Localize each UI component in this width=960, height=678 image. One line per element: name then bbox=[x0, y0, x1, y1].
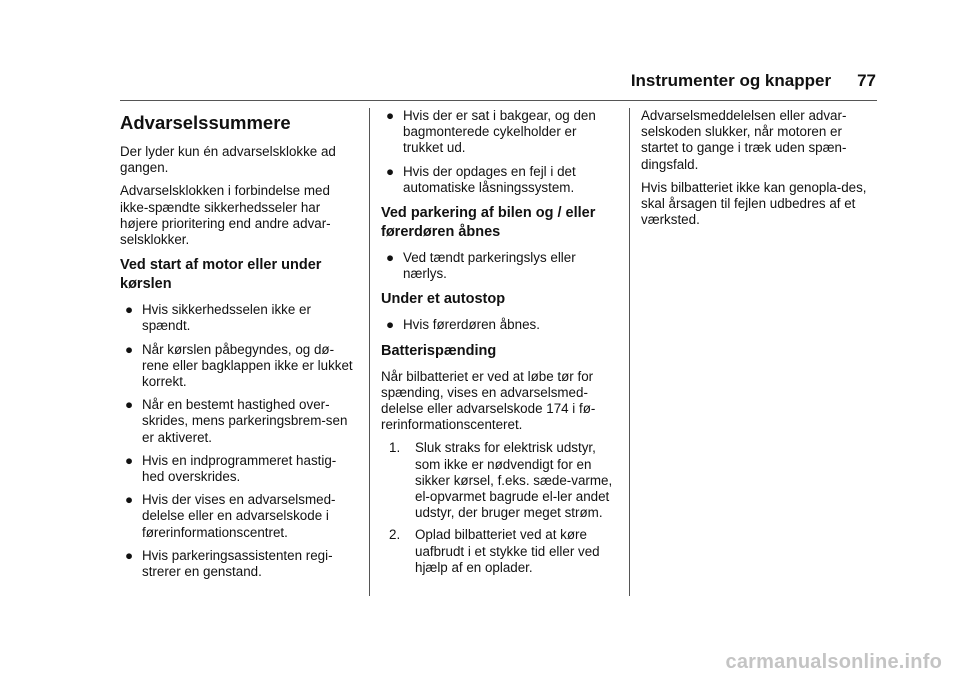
bullet-icon: ● bbox=[386, 108, 395, 123]
list-item bbox=[381, 164, 618, 196]
list-item bbox=[120, 302, 357, 334]
bullet-icon: ● bbox=[125, 452, 134, 468]
subheading: Under et autostop bbox=[381, 291, 506, 308]
bullet-list bbox=[381, 250, 618, 282]
list-item-text: Hvis der vises en advarselsmed-delelse eller en advarselskode i førerinformationscentret. bbox=[142, 492, 336, 540]
page-header bbox=[120, 71, 876, 101]
list-item bbox=[381, 527, 618, 576]
bullet-icon: ● bbox=[386, 163, 395, 179]
bullet-icon: ● bbox=[125, 397, 134, 413]
subheading: Ved start af motor eller under kørslen bbox=[120, 257, 322, 293]
list-item-text: Hvis der er sat i bakgear, og den bagmonterede cykelholder er trukket ud. bbox=[403, 108, 596, 156]
subheading: Batterispænding bbox=[381, 342, 497, 359]
bullet-icon: ● bbox=[125, 547, 134, 563]
list-item-text: Hvis parkeringsassistenten regi-strerer en genstand. bbox=[142, 547, 333, 580]
list-item-text: Ved tændt parkeringslys eller nærlys. bbox=[403, 250, 576, 282]
list-item-text: Hvis der opdages en fejl i det automatiske låsningssystem. bbox=[403, 163, 576, 195]
page-number: 77 bbox=[857, 71, 876, 90]
list-item bbox=[381, 250, 618, 282]
bullet-icon: ● bbox=[125, 341, 134, 357]
list-item-text: Når kørslen påbegyndes, og dø-rene eller bagklappen ikke er lukket korrekt. bbox=[142, 341, 353, 390]
paragraph: Advarselsmeddelelsen eller advar-selskoden slukker, når motoren er startet to gange i træk uden spæn-dingsfald. bbox=[641, 108, 847, 172]
list-item bbox=[120, 342, 357, 391]
bullet-icon: ● bbox=[386, 250, 395, 266]
list-item-text: Hvis førerdøren åbnes. bbox=[403, 317, 540, 333]
list-item bbox=[120, 548, 357, 580]
list-item-text: Når en bestemt hastighed over-skrides, mens parkeringsbrem-sen er aktiveret. bbox=[142, 397, 348, 445]
column-2 bbox=[381, 108, 618, 582]
section-heading: Advarselssummere bbox=[120, 112, 291, 133]
list-item bbox=[381, 317, 618, 333]
paragraph: Advarselsklokken i forbindelse med ikke-spændte sikkerhedsseler har højere prioritering end andre advar-selsklokker. bbox=[120, 183, 331, 248]
bullet-icon: ● bbox=[386, 317, 395, 333]
list-item bbox=[381, 440, 618, 521]
step-number: 2. bbox=[389, 527, 401, 543]
list-item bbox=[120, 492, 357, 541]
subheading: Ved parkering af bilen og / eller førerdøren åbnes bbox=[381, 205, 596, 241]
step-number: 1. bbox=[389, 440, 401, 456]
numbered-list bbox=[381, 440, 618, 576]
header-divider bbox=[120, 100, 877, 101]
list-item bbox=[120, 397, 357, 446]
bullet-list bbox=[381, 317, 618, 333]
bullet-list bbox=[120, 302, 357, 580]
column-3 bbox=[641, 108, 877, 235]
bullet-icon: ● bbox=[125, 302, 134, 318]
section-title: Instrumenter og knapper bbox=[630, 71, 832, 90]
paragraph: Når bilbatteriet er ved at løbe tør for spænding, vises en advarselsmed-delelse eller advarselskode 174 i fø-rerinformationscenteret. bbox=[381, 368, 596, 433]
list-item-text: Sluk straks for elektrisk udstyr, som ikke er nødvendigt for en sikker kørsel, f.eks. sæde-varme, el-opvarmet bagrude el-ler andet udstyr, der bruger meget strøm. bbox=[415, 440, 613, 521]
list-item bbox=[381, 108, 618, 157]
column-1 bbox=[120, 108, 357, 587]
column-divider-2 bbox=[629, 108, 630, 596]
bullet-list bbox=[381, 108, 618, 196]
paragraph: Der lyder kun én advarselsklokke ad gangen. bbox=[120, 144, 336, 176]
bullet-icon: ● bbox=[125, 492, 134, 508]
watermark: carmanualsonline.info bbox=[725, 651, 942, 673]
list-item-text: Hvis sikkerhedsselen ikke er spændt. bbox=[142, 302, 311, 334]
list-item-text: Hvis en indprogrammeret hastig-hed overskrides. bbox=[142, 452, 337, 485]
paragraph: Hvis bilbatteriet ikke kan genopla-des, skal årsagen til fejlen udbedres af et værksted. bbox=[641, 179, 867, 228]
list-item bbox=[120, 453, 357, 485]
column-divider-1 bbox=[369, 108, 370, 596]
list-item-text: Oplad bilbatteriet ved at køre uafbrudt i et stykke tid eller ved hjælp af en oplader. bbox=[415, 527, 600, 575]
